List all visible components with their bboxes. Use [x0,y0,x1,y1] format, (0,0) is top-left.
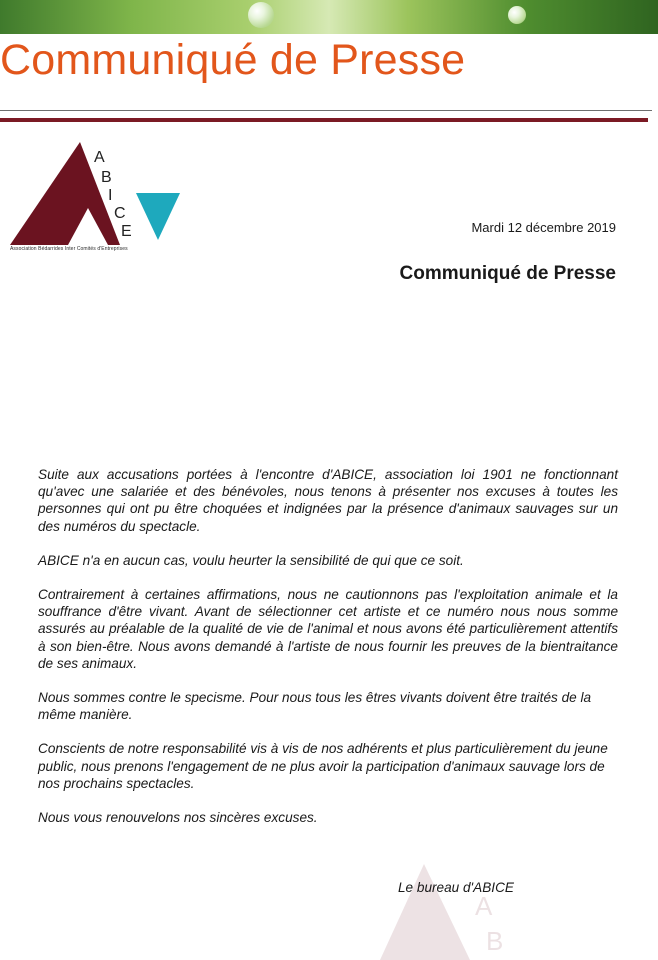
nature-banner [0,0,658,34]
header-title: Communiqué de Presse [0,36,466,84]
svg-text:A: A [475,891,493,921]
paragraph: Conscients de notre responsabilité vis à vis de nos adhérents et plus particulièrement du jeune public, nous prenons l'engagement de ne plus avoir la participation d'animaux sauvage lors de nos prochains spectacles. [38,741,608,791]
logo-watermark [380,860,530,960]
paragraph: Nous vous renouvelons nos sincères excuses. [38,810,318,826]
divider [0,110,652,111]
document-body [38,466,618,843]
divider-accent [0,118,648,122]
water-drop-decoration [508,6,526,24]
svg-text:I: I [108,187,113,204]
svg-text:A: A [94,149,105,166]
svg-text:E: E [121,223,132,240]
svg-text:B: B [486,926,504,956]
document-date: Mardi 12 décembre 2019 [471,220,616,235]
paragraph: Suite aux accusations portées à l'encontre d'ABICE, association loi 1901 ne fonctionnant qu'avec une salariée et des bénévoles, nous tenons à présenter nos excuses à toutes les personnes qui ont pu être choquées et indignées par la présence d'animaux sauvages sur un des numéros du spectacle. [38,467,618,534]
svg-text:B: B [101,169,112,186]
svg-text:C: C [114,205,126,222]
logo-subtitle: Association Bédarrides Inter Comités d'Entreprises [10,246,128,252]
paragraph: Nous sommes contre le specisme. Pour nous tous les êtres vivants doivent être traités de la même manière. [38,690,592,723]
abice-logo [8,140,190,258]
paragraph: ABICE n'a en aucun cas, voulu heurter la sensibilité de qui que ce soit. [38,552,464,568]
signature: Le bureau d'ABICE [398,880,514,895]
water-drop-decoration [248,2,274,28]
paragraph: Contrairement à certaines affirmations, nous ne cautionnons pas l'exploitation animale et la souffrance d'être vivant. Avant de sélectionner cet artiste et ce numéro nous nous somme assurés au préalable de la qualité de vie de l'animal et nous avons été particulièrement attentifs à son bien-être. Nous avons demandé à l'artiste de nous fournir les preuves de la bientraitance de ses animaux. [38,587,618,671]
document-title: Communiqué de Presse [399,263,616,284]
